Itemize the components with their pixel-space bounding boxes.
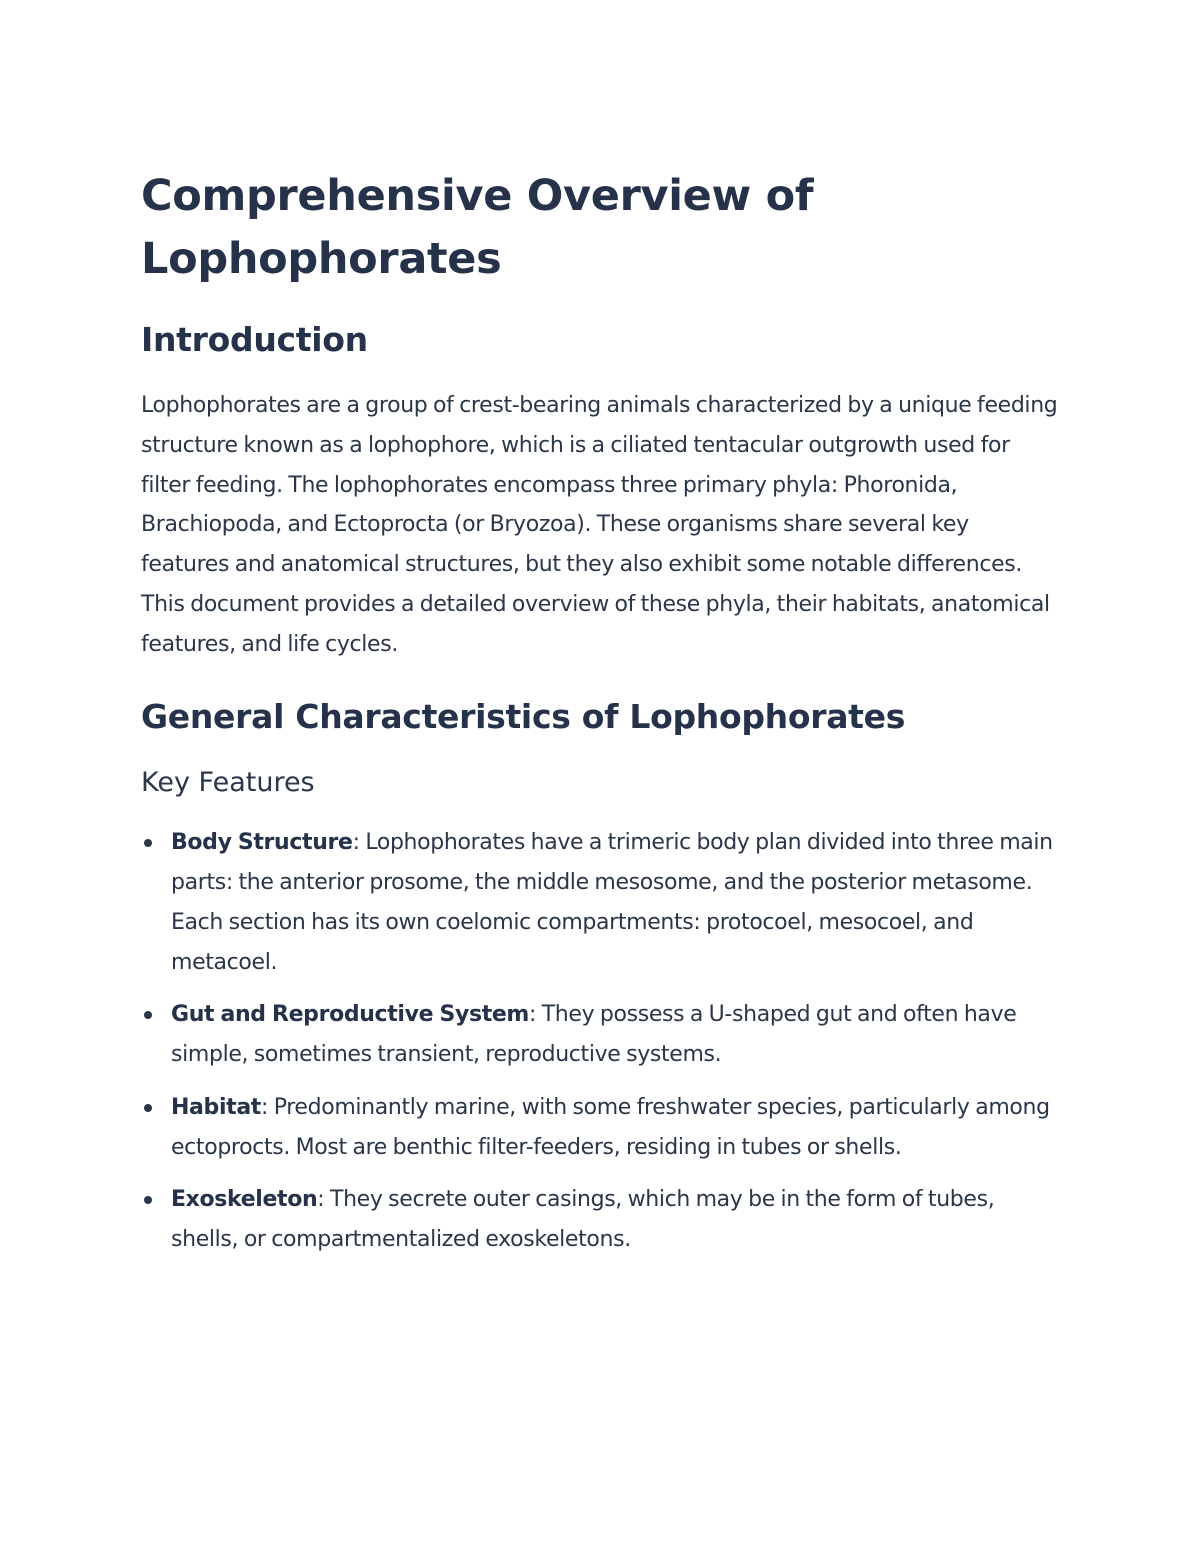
feature-term: Habitat	[171, 1094, 261, 1120]
document-page	[141, 165, 1061, 1273]
document-title: Comprehensive Overview of Lophophorates	[141, 171, 814, 284]
list-item	[141, 1180, 1061, 1260]
feature-description: : They possess a U-shaped gut and often have simple, sometimes transient, reproductive systems.	[171, 1002, 1017, 1068]
feature-term: Gut and Reproductive System	[171, 1002, 530, 1028]
feature-description: : They secrete outer casings, which may be in the form of tubes, shells, or compartmentalized exoskeletons.	[171, 1187, 995, 1253]
list-item	[141, 1088, 1061, 1168]
introduction-heading: Introduction	[141, 320, 368, 359]
bullet-icon	[144, 1104, 152, 1112]
feature-term: Body Structure	[171, 829, 353, 855]
bullet-icon	[144, 839, 152, 847]
list-item	[141, 995, 1061, 1075]
list-item	[141, 823, 1061, 983]
feature-term: Exoskeleton	[171, 1187, 318, 1213]
feature-description: : Predominantly marine, with some freshwater species, particularly among ectoprocts. Most are benthic filter-feeders, residing in tubes or shells.	[171, 1094, 1050, 1160]
bullet-icon	[144, 1011, 152, 1019]
introduction-paragraph: Lophophorates are a group of crest-bearing animals characterized by a unique feeding structure known as a lophophore, which is a ciliated tentacular outgrowth used for filter feeding. The lophophorates encompass three primary phyla: Phoronida, Brachiopoda, and Ectoprocta (or Bryozoa). These organisms share several key features and anatomical structures, but they also exhibit some notable differences. This document provides a detailed overview of these phyla, their habitats, anatomical features, and life cycles.	[141, 393, 1058, 657]
general-characteristics-heading: General Characteristics of Lophophorates	[141, 696, 906, 736]
key-features-heading: Key Features	[141, 766, 315, 798]
feature-description: : Lophophorates have a trimeric body plan divided into three main parts: the anterior prosome, the middle mesosome, and the posterior metasome. Each section has its own coelomic compartments: protocoel, mesocoel, and metacoel.	[171, 829, 1053, 975]
key-features-list	[141, 823, 1061, 1261]
bullet-icon	[144, 1196, 152, 1204]
